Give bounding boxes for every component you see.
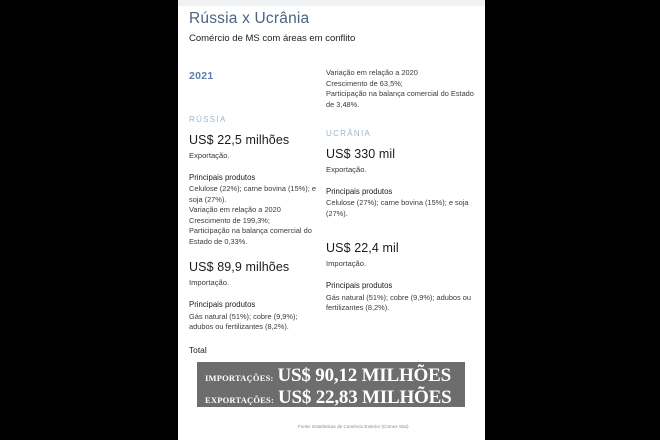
ukraine-import-products: Gás natural (51%); cobre (9,9%); adubos ou fertilizantes (8,2%). <box>326 292 472 313</box>
russia-import-products-label: Principais produtos <box>189 300 256 310</box>
column-spacer <box>189 68 317 114</box>
total-imports-value: US$ 90,12 MILHÕES <box>277 365 451 386</box>
total-imports-key: IMPORTAÇÕES: <box>205 373 274 383</box>
ukraine-import-type: Importação. <box>326 259 367 269</box>
total-label: Total <box>189 345 207 355</box>
ukraine-export-products: Celulose (27%); carne bovina (15%); e soja (27%). <box>326 198 469 218</box>
russia-export-growth: Crescimento de 199,3%; <box>189 215 270 225</box>
ukraine-import-block <box>326 239 476 269</box>
ukraine-import-amount: US$ 22,4 mil <box>326 241 399 256</box>
ukraine-export-products-label: Principais produtos <box>326 186 393 196</box>
russia-import-amount: US$ 89,9 milhões <box>189 260 290 275</box>
page-subtitle: Comércio de MS com áreas em conflito <box>189 33 356 44</box>
russia-import-growth: Crescimento de 63,5%; <box>326 78 403 88</box>
infographic-card <box>178 0 485 440</box>
russia-import-products-block <box>189 299 317 332</box>
russia-export-products-block <box>189 172 317 247</box>
russia-export-variation-label: Variação em relação a 2020 <box>189 205 281 215</box>
total-exports-row <box>197 387 465 409</box>
total-exports-value: US$ 22,83 MILHÕES <box>278 387 452 408</box>
ukraine-export-type: Exportação. <box>326 164 367 174</box>
russia-column <box>189 68 317 333</box>
russia-import-share: Participação na balança comercial do Estado de 3,48%. <box>326 89 474 109</box>
ukraine-export-amount: US$ 330 mil <box>326 146 396 161</box>
country-label-russia: RÚSSIA <box>189 115 227 124</box>
ukraine-export-products-block <box>326 186 476 219</box>
page-title: Rússia x Ucrânia <box>189 10 310 27</box>
top-divider <box>178 0 485 6</box>
ukraine-import-products-block <box>326 280 476 313</box>
source-credit: Fonte: Estatísticas de Comércio Exterior (Comex Stat) <box>298 424 409 429</box>
total-banner <box>197 362 465 407</box>
russia-import-variation-label: Variação em relação a 2020 <box>326 68 418 77</box>
column-spacer <box>326 110 476 128</box>
russia-export-products: Celulose (22%); carne bovina (15%); e soja (27%). <box>189 184 316 204</box>
ukraine-column <box>326 68 476 314</box>
year-label: 2021 <box>189 70 214 82</box>
total-imports-row <box>197 362 465 387</box>
country-label-ukraine: UCRÂNIA <box>326 129 372 139</box>
ukraine-import-products-label: Principais produtos <box>326 281 393 291</box>
russia-export-amount: US$ 22,5 milhões <box>189 132 290 147</box>
russia-export-share: Participação na balança comercial do Estado de 0,33%. <box>189 226 312 246</box>
russia-export-products-label: Principais produtos <box>189 172 256 182</box>
russia-import-products: Gás natural (51%); cobre (9,9%); adubos ou fertilizantes (8,2%). <box>189 311 298 332</box>
russia-import-type: Importação. <box>189 278 230 288</box>
total-exports-key: EXPORTAÇÕES: <box>205 395 275 405</box>
russia-import-block <box>189 258 317 288</box>
russia-export-type: Exportação. <box>189 150 230 160</box>
